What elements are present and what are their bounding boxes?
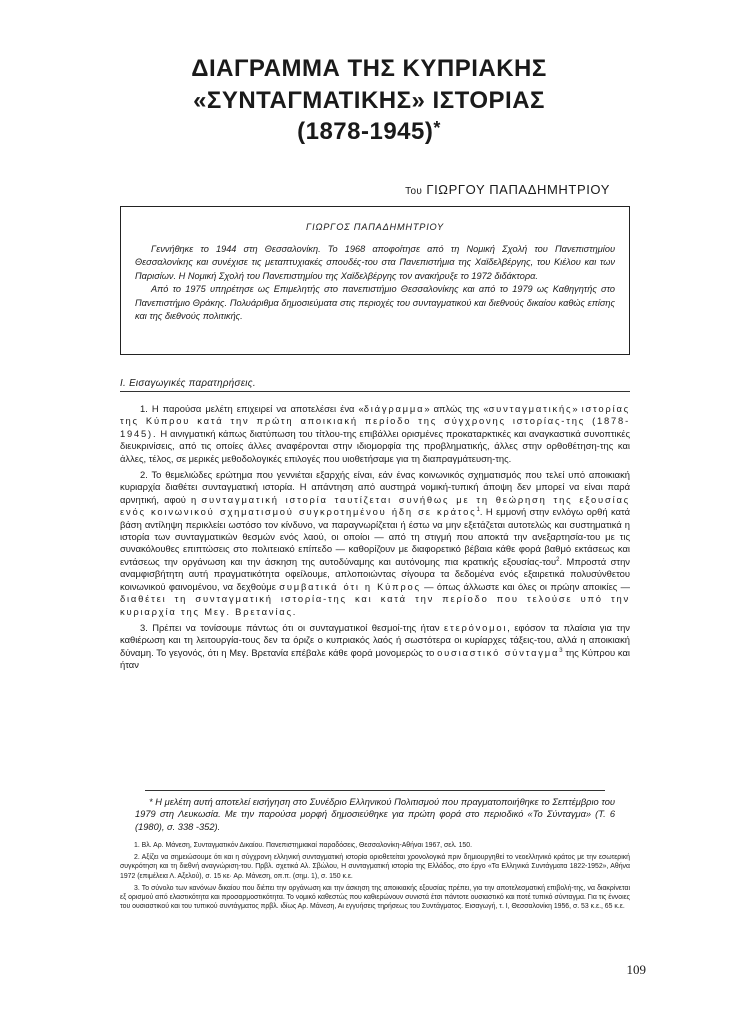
footnote-3: 3. Το σύνολο των κανόνων δικαίου που διέπει την οργάνωση και την άσκηση της αποικιακής εξουσίας πρέπει, για την αποτελεσματική επιβολή-της, να διακρίνεται εξ ορισμού από ελαστικότητα και προσαρμοστικότητα. Το νομικό καθεστώς που καθιερώνουν συνιστά έτσι πάντοτε ουσιαστικό και ποτέ τυπικό σύνταγμα. Για τις έννοιες του ουσιαστικού και του τυπικού συντάγματος πρβλ. ιδίως Αρ. Μάνεση, Αι εγγυήσεις τηρήσεως του Συντάγματος. Εισαγωγή, τ. Ι, Θεσσαλονίκη 1956, σ. 53 κ.ε., 65 κ.ε. (120, 884, 630, 911)
bio-paragraph-2: Από το 1975 υπηρέτησε ως Επιμελητής στο πανεπιστήμιο Θεσσαλονίκης και από το 1979 ως Καθηγητής στο Πανεπιστήμιο Θράκης. Πολυάριθμα δημοσιεύματα στις περιοχές του συνταγματικού και διεθνούς δικαίου καθώς επίσης και της διεθνούς πολιτικής. (135, 284, 615, 321)
title-line-2: «ΣΥΝΤΑΓΜΑΤΙΚΗΣ» ΙΣΤΟΡΙΑΣ (193, 87, 545, 114)
p1-text-a: 1. Η παρούσα μελέτη επιχειρεί να αποτελέσει ένα « (140, 403, 364, 414)
title-line-1: ΔΙΑΓΡΑΜΜΑ ΤΗΣ ΚΥΠΡΙΑΚΗΣ (191, 55, 547, 82)
footnote-ref-2: 2 (556, 556, 560, 563)
paragraph-1 (120, 403, 630, 465)
p2-spaced-b: συμβατικά ότι η Κύπρος (279, 580, 421, 592)
footnote-divider (145, 790, 605, 791)
p1-spaced-b: συνταγματικής (488, 403, 573, 414)
p3-spaced-a: ετερόνομοι (444, 621, 508, 633)
footnote-2: 2. Αξίζει να σημειώσουμε ότι και η σύγχρονη ελληνική συνταγματική ιστορία οριοθετείται χρονολογικά πριν δημιουργηθεί το νεοελληνικό κράτος με την εσωτερική συγκρότηση και τη διεθνή αναγνώριση-του. Πρβλ. σχετικά Αλ. Σβώλου, Η συνταγματική ιστορία της Ελλάδος, στο έργο «Τα Ελληνικά Συντάγματα 1822-1952», Αθήνα 1972 (επιμέλεια Λ. Αξελού), σ. 15 κε· Αρ. Μάνεση, οπ.π. (σημ. 1), σ. 150 κ.ε. (120, 854, 630, 880)
paragraph-3 (120, 622, 630, 672)
section-heading: Ι. Εισαγωγικές παρατηρήσεις. (120, 378, 630, 392)
star-footnote: * Η μελέτη αυτή αποτελεί εισήγηση στο Συνέδριο Ελληνικού Πολιτισμού που πραγματοποιήθηκε το Σεπτέμβριο του 1979 στη Λευκωσία. Με την παρούσα μορφή δημοσιεύθηκε για πρώτη φορά στο περιοδικό «Το Σύνταγμα» (Τ. 6 (1980), σ. 338 -352). (135, 797, 615, 832)
p3-spaced-b: ουσιαστικό σύνταγμα (437, 646, 560, 658)
p2-spaced-a: συνταγματική ιστορία ταυτίζεται συνήθως με τη θεώρηση της εξουσίας ενός κοινωνικού σχηματισμού συγκροτημένου ήδη σε κράτος (120, 493, 630, 518)
footnote-ref-3: 3 (559, 647, 563, 654)
body-text (120, 403, 630, 676)
p2-text-c: . Μπροστά στην αναμφισβήτητη αυτή πραγματικότητα οφείλουμε, απλοποιώντας σίγουρα τα δεδομένα ενός εξαιρετικά πολυσύνθετου κοινωνικού φαινομένου, να δεχθούμε (120, 555, 630, 592)
p3-text-a: 3. Πρέπει να τονίσουμε πάντως ότι οι συνταγματικοί θεσμοί-της ήταν (140, 621, 445, 633)
p1-spaced-a: διάγραμμα (363, 403, 425, 414)
bio-name: ΓΙΩΡΓΟΣ ΠΑΠΑΔΗΜΗΤΡΙΟΥ (306, 222, 444, 232)
footnote-1: 1. Βλ. Αρ. Μάνεση, Συνταγματικόν Δικαίου. Πανεπιστημιακαί παραδόσεις, Θεσσαλονίκη-Αθήναι 1967, σελ. 150. (134, 842, 472, 849)
title-line-3 (0, 118, 738, 146)
footnotes (120, 841, 630, 914)
paragraph-2 (120, 469, 630, 618)
byline-prefix: Του (405, 186, 423, 197)
title-years: (1878-1945) (297, 118, 434, 145)
p2-spaced-c: διαθέτει τη συνταγματική ιστορία-της και κατά την περίοδο που τελούσε υπό την κυριαρχία της Μεγ. Βρετανίας. (120, 593, 630, 617)
title-footnote-star: * (433, 118, 441, 138)
p2-text-a: 2. Το θεμελιώδες ερώτημα που γεννιέται εξαρχής είναι, εάν ένας κοινωνικός σχηματισμός που τελεί υπό αποικιακή κυριαρχία διαθέτει συνταγματική ιστορία. Η απάντηση από αυστηρά νομική-τυπική άποψη δεν μπορεί να είναι παρά αρνητική, αφού η (120, 469, 630, 505)
byline (405, 182, 610, 197)
p1-text-b: » απλώς της « (424, 403, 489, 414)
p3-text-b: , εφόσον τα πλαίσια για την καθιέρωση και τη λειτουργία-τους δεν τα όριζε ο κυπριακός λαός ή σωστότερα οι κυρίαρχες τάξεις-του, αλλά η αποικιακή δύναμη. Το γεγονός, ότι η Μεγ. Βρετανία επέβαλε κάθε φορά μονομερώς το (120, 621, 630, 658)
p2-text-d: — όπως άλλωστε και όλες οι πρώην αποικίες — (420, 580, 630, 592)
footnote-ref-1: 1 (476, 507, 480, 514)
bio-paragraph-1: Γεννήθηκε το 1944 στη Θεσσαλονίκη. Το 1968 αποφοίτησε από τη Νομική Σχολή του Πανεπιστημίου Θεσσαλονίκης και συνέχισε τις μεταπτυχιακές σπουδές-του στα Πανεπιστήμια της Χαϊδελβέργης, του Κιέλου και των Παρισίων. Η Νομική Σχολή του Πανεπιστημίου της Χαϊδελβέργης τον ανακήρυξε το 1972 διδάκτορα. (135, 243, 615, 281)
page-number: 109 (626, 962, 646, 977)
byline-author: ΓΙΩΡΓΟΥ ΠΑΠΑΔΗΜΗΤΡΙΟΥ (426, 182, 610, 197)
p2-text-b: . Η εμμονή στην ενλόγω ορθή κατά βάση αντίληψη περικλείει ωστόσο τον κίνδυνο, να παραγνωρίζεται ή έστω να μην εξετάζεται αυτοτελώς και συστηματικά η ιστορία των συνταγματικών θεσμών ενός λαού, οι οποίοι — από τη στιγμή που αποκτά την ανεξαρτησία-του με τις συνακόλουθες επιπτώσεις στο πολιτειακό επίπεδο — καθορίζουν με διαφορετικό βέβαια κάθε φορά βαθμό εκτάσεως και εντάσεως την οργάνωση και την άσκηση της αυτοδύναμης και αυτόνομης πια κρατικής εξουσίας-του (120, 506, 630, 567)
p1-text-d: Η αινιγματική κάπως διατύπωση του τίτλου-της επιβάλλει ορισμένες προκαταρκτικές και αναγκαστικά συνοπτικές διευκρινίσεις, από τις οποίες άλλες αναφέρονται στην ιδιομορφία της προβληματικής, άλλες στην ορθοθέτηση-της και άλλες, τέλος, σε μερικές μεθοδολογικές επιλογές που υιοθετήσαμε για τη διαπραγμάτευση-της. (120, 427, 630, 464)
author-bio-box (120, 206, 630, 355)
p1-spaced-c: ιστορίας της Κύπρου κατά την πρώτη αποικιακή περίοδο της σύγχρονης ιστορίας-της (1878-1945). (120, 403, 630, 439)
p3-text-c: της Κύπρου και ήταν (120, 646, 630, 671)
p1-text-c: » (572, 403, 582, 414)
